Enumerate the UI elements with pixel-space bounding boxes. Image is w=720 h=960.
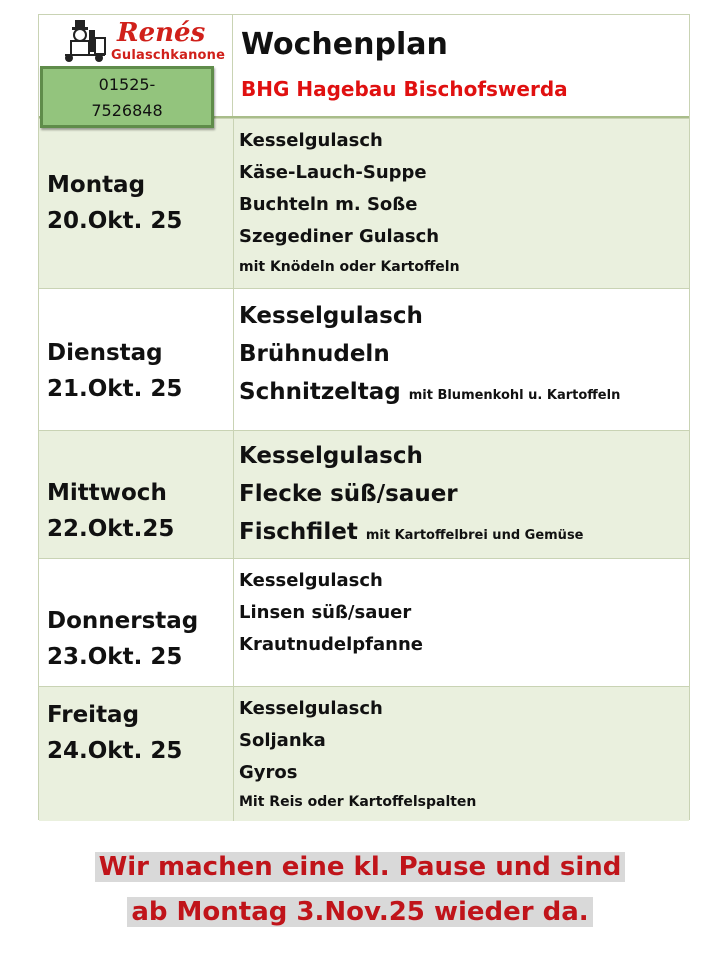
- notice-line-2: ab Montag 3.Nov.25 wieder da.: [127, 897, 592, 927]
- menu-item: Soljanka: [239, 730, 326, 751]
- day-label: [47, 167, 182, 239]
- logo-subtitle: Gulaschkanone: [111, 48, 226, 63]
- menu-item: Gyros: [239, 762, 298, 783]
- menu-cell: [239, 297, 689, 431]
- day-date: 20.Okt. 25: [47, 208, 183, 234]
- menu-item: Linsen süß/sauer: [239, 602, 412, 623]
- day-row-donnerstag: [39, 558, 689, 687]
- menu-cell: [239, 565, 689, 687]
- menu-item: Kesselgulasch: [239, 303, 423, 329]
- menu-item: Szegediner Gulasch: [239, 226, 440, 247]
- day-cell: [39, 559, 234, 687]
- page-title: Wochenplan: [241, 27, 448, 62]
- day-label: [47, 603, 198, 675]
- title-cell: [233, 15, 689, 117]
- menu-item-note: mit Kartoffelbrei und Gemüse: [365, 528, 584, 543]
- day-name: Freitag: [47, 702, 140, 728]
- menu-cell: [239, 693, 689, 821]
- menu-item: Kesselgulasch: [239, 130, 383, 151]
- phone-line-2: 7526848: [91, 101, 163, 120]
- day-name: Montag: [47, 172, 146, 198]
- menu-item: Kesselgulasch: [239, 698, 383, 719]
- menu-table: [38, 14, 690, 820]
- day-name: Donnerstag: [47, 608, 199, 634]
- logo: [61, 18, 226, 68]
- day-name: Mittwoch: [47, 480, 167, 506]
- menu-item-note: mit Blumenkohl u. Kartoffeln: [408, 388, 621, 403]
- day-row-mittwoch: [39, 430, 689, 559]
- day-label: [47, 475, 174, 547]
- menu-item: Kesselgulasch: [239, 570, 383, 591]
- menu-item: Kesselgulasch: [239, 443, 423, 469]
- phone-line-1: 01525-: [98, 75, 156, 94]
- day-cell: [39, 687, 234, 821]
- day-cell: [39, 431, 234, 559]
- day-date: 23.Okt. 25: [47, 644, 183, 670]
- day-cell: [39, 119, 234, 289]
- day-row-montag: [39, 118, 689, 289]
- menu-item: Käse-Lauch-Suppe: [239, 162, 427, 183]
- day-label: [47, 335, 182, 407]
- menu-cell: [239, 125, 689, 289]
- menu-item: Flecke süß/sauer: [239, 481, 458, 507]
- menu-item: Buchteln m. Soße: [239, 194, 418, 215]
- day-date: 21.Okt. 25: [47, 376, 183, 402]
- menu-item-text: Schnitzeltag: [239, 379, 401, 405]
- menu-item-text: Fischfilet: [239, 519, 358, 545]
- chef-cannon-icon: [61, 18, 109, 64]
- menu-item-side: mit Knödeln oder Kartoffeln: [239, 259, 460, 275]
- menu-item-side: Mit Reis oder Kartoffelspalten: [239, 794, 477, 810]
- phone-number-box: [40, 66, 214, 128]
- day-row-dienstag: [39, 288, 689, 431]
- day-date: 22.Okt.25: [47, 516, 175, 542]
- notice-line-2-wrap: [0, 897, 720, 927]
- day-cell: [39, 289, 234, 431]
- menu-item: Krautnudelpfanne: [239, 634, 423, 655]
- day-date: 24.Okt. 25: [47, 738, 183, 764]
- day-name: Dienstag: [47, 340, 163, 366]
- menu-item-with-note: [239, 373, 689, 415]
- page-subtitle: BHG Hagebau Bischofswerda: [241, 77, 568, 101]
- day-row-freitag: [39, 686, 689, 821]
- menu-item: Brühnudeln: [239, 341, 390, 367]
- menu-cell: [239, 437, 689, 559]
- notice-line-1: Wir machen eine kl. Pause und sind: [95, 852, 626, 882]
- menu-item-with-note: [239, 513, 689, 555]
- day-label: [47, 697, 182, 769]
- logo-name: Renés: [117, 18, 206, 48]
- notice-line-1-wrap: [0, 852, 720, 882]
